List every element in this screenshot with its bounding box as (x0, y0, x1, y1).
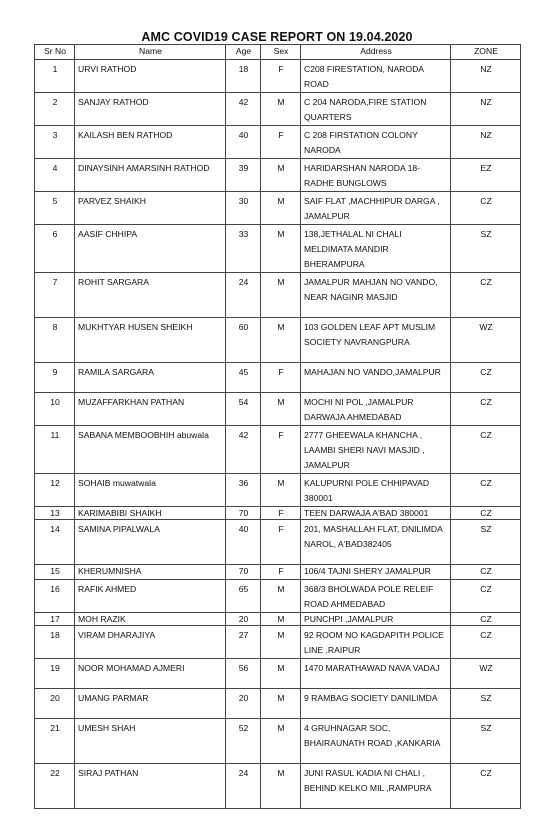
address-cell: SAIF FLAT ,MACHHIPUR DARGA , JAMALPUR (301, 192, 451, 225)
name-cell: AASIF CHHIPA (75, 225, 226, 273)
case-report-table (34, 44, 521, 809)
table-row (35, 520, 521, 565)
zone-cell: CZ (451, 764, 521, 809)
sex-cell: M (261, 192, 301, 225)
sex-cell: F (261, 507, 301, 520)
name-cell: SOHAIB muwatwala (75, 474, 226, 507)
table-header-row (35, 45, 521, 60)
zone-cell: SZ (451, 689, 521, 719)
table-row (35, 565, 521, 580)
sr-no-cell: 1 (35, 60, 75, 93)
sex-cell: M (261, 225, 301, 273)
table-row (35, 393, 521, 426)
zone-cell: SZ (451, 225, 521, 273)
table-row (35, 626, 521, 659)
sex-cell: M (261, 159, 301, 192)
address-cell: PUNCHPI ,JAMALPUR (301, 613, 451, 626)
sex-cell: M (261, 659, 301, 689)
address-cell: TEEN DARWAJA A'BAD 380001 (301, 507, 451, 520)
address-cell: 1470 MARATHAWAD NAVA VADAJ (301, 659, 451, 689)
table-row (35, 60, 521, 93)
sr-no-cell: 5 (35, 192, 75, 225)
sr-no-cell: 4 (35, 159, 75, 192)
report-title: AMC COVID19 CASE REPORT ON 19.04.2020 (141, 30, 413, 44)
address-cell: KALUPURNI POLE CHHIPAVAD 380001 (301, 474, 451, 507)
sex-cell: M (261, 580, 301, 613)
address-cell: 368/3 BHOLWADA POLE RELEIF ROAD AHMEDABAD (301, 580, 451, 613)
name-cell: ROHIT SARGARA (75, 273, 226, 318)
sr-no-cell: 16 (35, 580, 75, 613)
zone-cell: SZ (451, 719, 521, 764)
age-cell: 27 (226, 626, 261, 659)
table-row (35, 659, 521, 689)
zone-cell: CZ (451, 626, 521, 659)
zone-cell: NZ (451, 126, 521, 159)
age-cell: 24 (226, 764, 261, 809)
sex-cell: M (261, 719, 301, 764)
name-cell: DINAYSINH AMARSINH RATHOD (75, 159, 226, 192)
table-row (35, 719, 521, 764)
name-cell: VIRAM DHARAJIYA (75, 626, 226, 659)
address-cell: 9 RAMBAG SOCIETY DANILIMDA (301, 689, 451, 719)
table-row (35, 507, 521, 520)
column-header-age: Age (226, 45, 261, 60)
zone-cell: CZ (451, 363, 521, 393)
age-cell: 42 (226, 93, 261, 126)
name-cell: SIRAJ PATHAN (75, 764, 226, 809)
address-cell: C 204 NARODA,FIRE STATION QUARTERS (301, 93, 451, 126)
age-cell: 30 (226, 192, 261, 225)
table-row (35, 126, 521, 159)
name-cell: UMANG PARMAR (75, 689, 226, 719)
name-cell: UMESH SHAH (75, 719, 226, 764)
name-cell: MUKHTYAR HUSEN SHEIKH (75, 318, 226, 363)
sr-no-cell: 18 (35, 626, 75, 659)
address-cell: C 208 FIRSTATION COLONY NARODA (301, 126, 451, 159)
table-row (35, 580, 521, 613)
table-body (35, 60, 521, 809)
address-cell: C208 FIRESTATION, NARODA ROAD (301, 60, 451, 93)
sr-no-cell: 21 (35, 719, 75, 764)
age-cell: 45 (226, 363, 261, 393)
address-cell: MAHAJAN NO VANDO,JAMALPUR (301, 363, 451, 393)
sr-no-cell: 7 (35, 273, 75, 318)
age-cell: 20 (226, 689, 261, 719)
sex-cell: F (261, 426, 301, 474)
name-cell: URVI RATHOD (75, 60, 226, 93)
address-cell: JUNI RASUL KADIA NI CHALI , BEHIND KELKO MIL ,RAMPURA (301, 764, 451, 809)
column-header-name: Name (75, 45, 226, 60)
sex-cell: F (261, 565, 301, 580)
zone-cell: CZ (451, 474, 521, 507)
table-row (35, 225, 521, 273)
sr-no-cell: 9 (35, 363, 75, 393)
sex-cell: M (261, 626, 301, 659)
age-cell: 39 (226, 159, 261, 192)
column-header-sr-no: Sr No (35, 45, 75, 60)
zone-cell: CZ (451, 192, 521, 225)
address-cell: JAMALPUR MAHJAN NO VANDO, NEAR NAGINR MASJID (301, 273, 451, 318)
sex-cell: M (261, 613, 301, 626)
address-cell: 106/4 TAJNI SHERY JAMALPUR (301, 565, 451, 580)
sex-cell: M (261, 273, 301, 318)
address-cell: MOCHI NI POL ,JAMALPUR DARWAJA AHMEDABAD (301, 393, 451, 426)
age-cell: 24 (226, 273, 261, 318)
zone-cell: CZ (451, 426, 521, 474)
age-cell: 54 (226, 393, 261, 426)
name-cell: MOH RAZIK (75, 613, 226, 626)
sr-no-cell: 10 (35, 393, 75, 426)
sr-no-cell: 6 (35, 225, 75, 273)
table-row (35, 192, 521, 225)
table-row (35, 363, 521, 393)
zone-cell: SZ (451, 520, 521, 565)
zone-cell: NZ (451, 60, 521, 93)
zone-cell: WZ (451, 318, 521, 363)
sex-cell: F (261, 520, 301, 565)
table-row (35, 426, 521, 474)
sex-cell: F (261, 363, 301, 393)
table-row (35, 474, 521, 507)
name-cell: SANJAY RATHOD (75, 93, 226, 126)
sr-no-cell: 15 (35, 565, 75, 580)
sex-cell: M (261, 93, 301, 126)
sr-no-cell: 20 (35, 689, 75, 719)
sr-no-cell: 22 (35, 764, 75, 809)
age-cell: 18 (226, 60, 261, 93)
sex-cell: M (261, 393, 301, 426)
table-row (35, 613, 521, 626)
column-header-sex: Sex (261, 45, 301, 60)
column-header-address: Address (301, 45, 451, 60)
name-cell: SABANA MEMBOOBHIH abuwala (75, 426, 226, 474)
zone-cell: CZ (451, 273, 521, 318)
age-cell: 40 (226, 126, 261, 159)
name-cell: RAFIK AHMED (75, 580, 226, 613)
age-cell: 52 (226, 719, 261, 764)
table-row (35, 159, 521, 192)
table-row (35, 93, 521, 126)
sex-cell: M (261, 474, 301, 507)
sex-cell: M (261, 764, 301, 809)
age-cell: 36 (226, 474, 261, 507)
sr-no-cell: 11 (35, 426, 75, 474)
zone-cell: CZ (451, 613, 521, 626)
address-cell: 138,JETHALAL NI CHALI MELDIMATA MANDIR BHERAMPURA (301, 225, 451, 273)
zone-cell: EZ (451, 159, 521, 192)
sex-cell: F (261, 60, 301, 93)
age-cell: 70 (226, 565, 261, 580)
sr-no-cell: 13 (35, 507, 75, 520)
name-cell: NOOR MOHAMAD AJMERI (75, 659, 226, 689)
name-cell: KARIMABIBI SHAIKH (75, 507, 226, 520)
sex-cell: F (261, 126, 301, 159)
zone-cell: WZ (451, 659, 521, 689)
age-cell: 60 (226, 318, 261, 363)
address-cell: HARIDARSHAN NARODA 18-RADHE BUNGLOWS (301, 159, 451, 192)
sr-no-cell: 19 (35, 659, 75, 689)
table-row (35, 689, 521, 719)
age-cell: 33 (226, 225, 261, 273)
zone-cell: CZ (451, 580, 521, 613)
address-cell: 103 GOLDEN LEAF APT MUSLIM SOCIETY NAVRANGPURA (301, 318, 451, 363)
table-row (35, 318, 521, 363)
table-row (35, 764, 521, 809)
sex-cell: M (261, 689, 301, 719)
sex-cell: M (261, 318, 301, 363)
address-cell: 92 ROOM NO KAGDAPITH POLICE LINE ,RAIPUR (301, 626, 451, 659)
column-header-zone: ZONE (451, 45, 521, 60)
address-cell: 4 GRUHNAGAR SOC, BHAIRAUNATH ROAD ,KANKARIA (301, 719, 451, 764)
name-cell: KAILASH BEN RATHOD (75, 126, 226, 159)
sr-no-cell: 3 (35, 126, 75, 159)
age-cell: 40 (226, 520, 261, 565)
sr-no-cell: 2 (35, 93, 75, 126)
name-cell: PARVEZ SHAIKH (75, 192, 226, 225)
name-cell: KHERUMNISHA (75, 565, 226, 580)
zone-cell: NZ (451, 93, 521, 126)
name-cell: RAMILA SARGARA (75, 363, 226, 393)
sr-no-cell: 12 (35, 474, 75, 507)
address-cell: 2777 GHEEWALA KHANCHA , LAAMBI SHERI NAVI MASJID , JAMALPUR (301, 426, 451, 474)
name-cell: SAMINA PIPALWALA (75, 520, 226, 565)
sr-no-cell: 17 (35, 613, 75, 626)
table-row (35, 273, 521, 318)
address-cell: 201, MASHALLAH FLAT, DNILIMDA NAROL, A'BAD382405 (301, 520, 451, 565)
zone-cell: CZ (451, 507, 521, 520)
sr-no-cell: 8 (35, 318, 75, 363)
age-cell: 20 (226, 613, 261, 626)
name-cell: MUZAFFARKHAN PATHAN (75, 393, 226, 426)
zone-cell: CZ (451, 393, 521, 426)
zone-cell: CZ (451, 565, 521, 580)
sr-no-cell: 14 (35, 520, 75, 565)
age-cell: 70 (226, 507, 261, 520)
age-cell: 42 (226, 426, 261, 474)
age-cell: 65 (226, 580, 261, 613)
age-cell: 56 (226, 659, 261, 689)
